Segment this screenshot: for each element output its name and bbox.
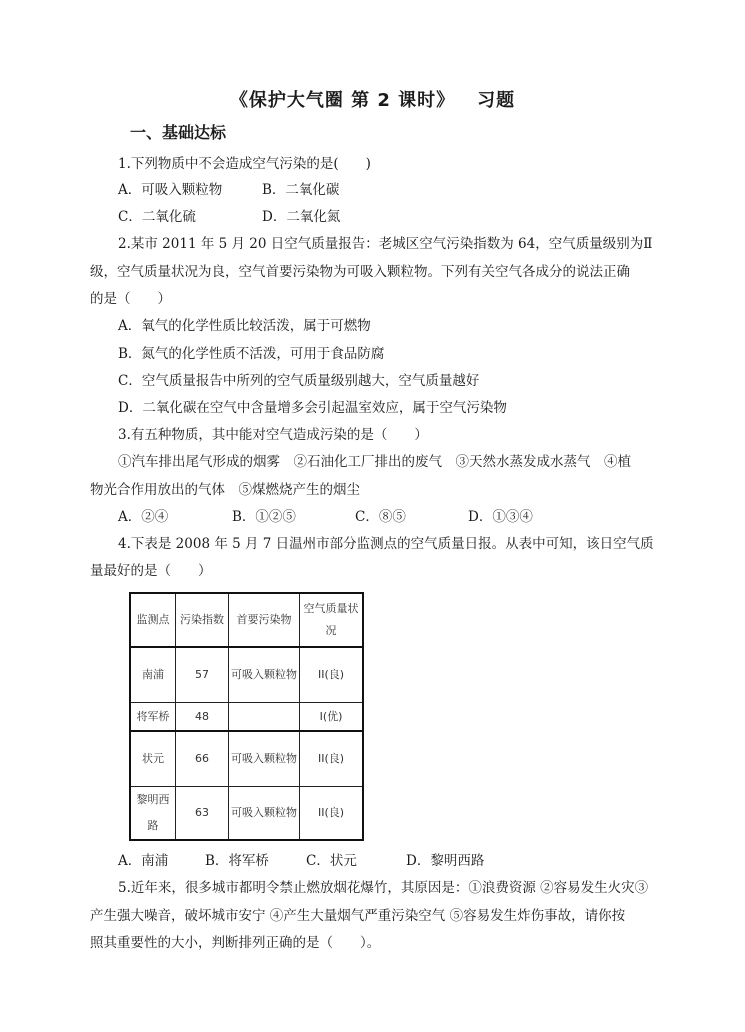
q2-option-b: B．氮气的化学性质不活泼，可用于食品防腐 [118,346,385,362]
q4-option-c: C．状元 [306,853,357,869]
table-cell: 48 [176,703,229,732]
table-cell: 57 [176,647,229,703]
q3-option-a: A．②④ [118,509,169,525]
q1-option-b: B．二氧化碳 [262,182,340,198]
table-header-cell: 空气质量状况 [300,593,364,647]
table-row [130,731,363,787]
document-title [0,86,745,112]
table-cell: 将军桥 [130,703,176,732]
table-row [130,647,363,703]
q2-option-c: C．空气质量报告中所列的空气质量级别越大，空气质量越好 [118,373,480,389]
table-cell: II(良) [300,731,364,787]
table-cell: 可吸入颗粒物 [229,787,300,841]
q3-option-c: C．⑧⑤ [355,509,406,525]
table-cell: 黎明西路 [130,787,176,841]
q3-line-1: ①汽车排出尾气形成的烟雾 ②石油化工厂排出的废气 ③天然水蒸发成水蒸气 ④植 [118,454,631,470]
title-main: 《保护大气圈 第 2 课时》 [229,90,456,111]
table-header-row [130,593,363,647]
section-heading: 一、基础达标 [130,123,227,142]
table-cell: II(良) [300,647,364,703]
table-row [130,787,363,841]
q5-line-2: 产生强大噪音，破坏城市安宁 ④产生大量烟气严重污染空气 ⑤容易发生炸伤事故，请你按 [90,908,626,924]
q3-stem: 3.有五种物质，其中能对空气造成污染的是（ ） [118,427,428,443]
q1-option-c: C．二氧化硫 [118,209,196,225]
table-header-cell: 监测点 [130,593,176,647]
q2-line-3: 的是（ ） [90,291,171,307]
q4-option-a: A．南浦 [118,853,169,869]
q4-option-b: B．将军桥 [205,853,269,869]
table-cell [229,703,300,732]
q1-option-d: D．二氧化氮 [262,209,341,225]
q1-stem: 1.下列物质中不会造成空气污染的是( ) [118,156,371,172]
q3-option-b: B．①②⑤ [232,509,296,525]
table-header-cell: 首要污染物 [229,593,300,647]
table-row [130,703,363,732]
table-cell: 63 [176,787,229,841]
table-cell: 可吸入颗粒物 [229,647,300,703]
q3-line-2: 物光合作用放出的气体 ⑤煤燃烧产生的烟尘 [90,482,360,498]
q2-line-1: 2.某市 2011 年 5 月 20 日空气质量报告：老城区空气污染指数为 64，空气质量级别为Ⅱ [118,236,653,252]
q2-option-a: A．氧气的化学性质比较活泼，属于可燃物 [118,318,371,334]
q4-line-2: 量最好的是（ ） [90,563,212,579]
q3-option-d: D．①③④ [468,509,533,525]
q5-line-3: 照其重要性的大小，判断排列正确的是（ ）。 [90,935,381,951]
table-cell: 南浦 [130,647,176,703]
air-quality-table [129,592,364,841]
q2-line-2: 级，空气质量状况为良，空气首要污染物为可吸入颗粒物。下列有关空气各成分的说法正确 [90,264,630,280]
table-cell: 状元 [130,731,176,787]
q1-option-a: A．可吸入颗粒物 [118,182,223,198]
q4-line-1: 4.下表是 2008 年 5 月 7 日温州市部分监测点的空气质量日报。从表中可知，该日空气质 [118,536,654,552]
q5-line-1: 5.近年来，很多城市都明令禁止燃放烟花爆竹，其原因是：①浪费资源 ②容易发生火灾③ [118,880,649,896]
title-suffix: 习题 [477,90,516,111]
table-cell: 可吸入颗粒物 [229,731,300,787]
table-cell: 66 [176,731,229,787]
q2-option-d: D．二氧化碳在空气中含量增多会引起温室效应，属于空气污染物 [118,400,507,416]
q4-option-d: D．黎明西路 [406,853,485,869]
table-cell: I(优) [300,703,364,732]
table-cell: II(良) [300,787,364,841]
table-header-cell: 污染指数 [176,593,229,647]
